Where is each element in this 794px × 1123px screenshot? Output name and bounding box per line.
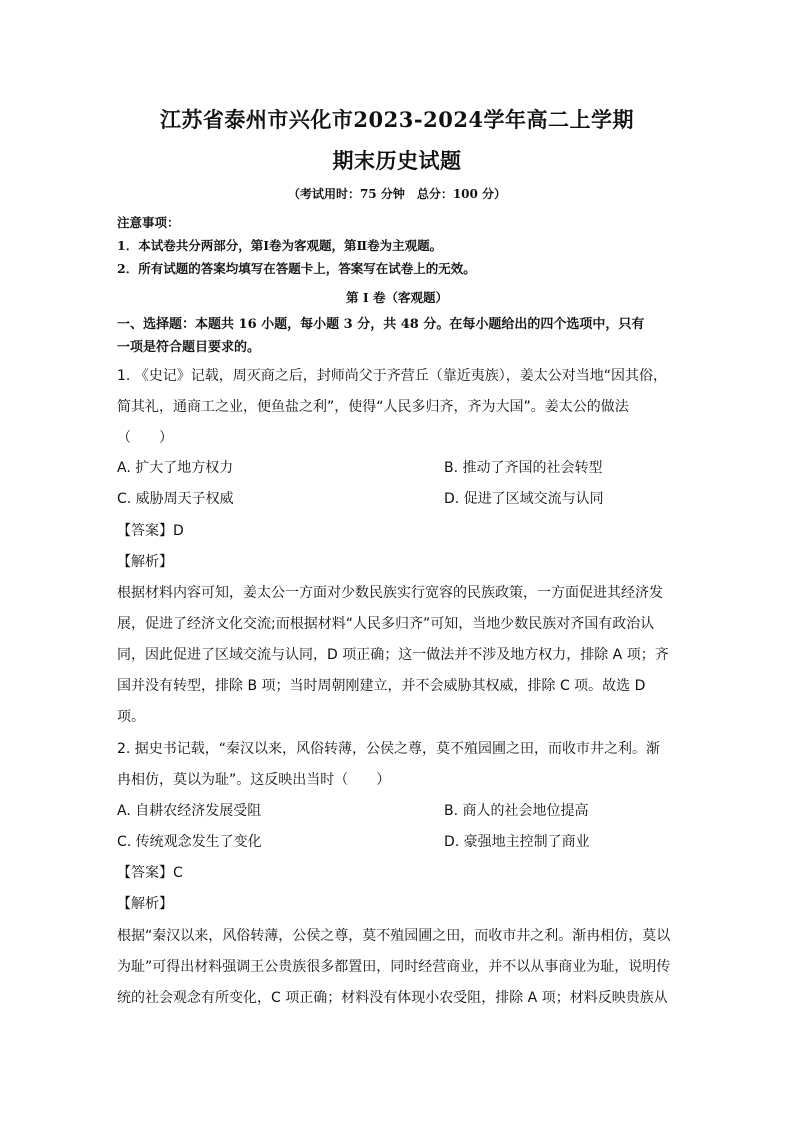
q1-option-a: A. 扩大了地方权力	[117, 460, 234, 476]
q1-option-d: D. 促进了区域交流与认同	[444, 491, 604, 507]
page-subtitle: 期末历史试题	[332, 148, 462, 173]
q1-answer: 【答案】D	[117, 523, 184, 539]
q1-analysis-label: 【解析】	[117, 554, 173, 570]
q2-analysis-line: 统的社会观念有所变化，C 项正确；材料没有体现小农受阻，排除 A 项；材料反映贵族从	[117, 990, 668, 1006]
note-item-1: 1．本试卷共分两部分，第Ⅰ卷为客观题，第Ⅱ卷为主观题。	[117, 238, 443, 253]
q1-analysis-line: 国并没有转型，排除 B 项；当时周朝刚建立，并不会威胁其权威，排除 C 项。故选 D	[117, 678, 646, 694]
q2-option-c: C. 传统观念发生了变化	[117, 834, 262, 850]
q1-option-c: C. 威胁周天子权威	[117, 491, 234, 507]
q2-analysis-label: 【解析】	[117, 896, 173, 912]
q2-stem-line-2: 冉相仿，莫以为耻”。这反映出当时（ ）	[117, 772, 391, 788]
notes-heading: 注意事项：	[117, 215, 180, 230]
part-title: 第 Ⅰ 卷（客观题）	[345, 290, 449, 305]
q1-analysis-line: 项。	[117, 709, 145, 725]
section-instruction-line-1: 一、选择题：本题共 16 小题，每小题 3 分，共 48 分。在每小题给出的四个选项中，只有	[117, 317, 645, 332]
q1-stem-line-3: （ ）	[117, 430, 173, 446]
q1-option-b: B. 推动了齐国的社会转型	[444, 460, 603, 476]
q1-stem-line-1: 1. 《史记》记载，周灭商之后，封师尚父于齐营丘（靠近夷族），姜太公对当地“因其俗，	[117, 368, 668, 384]
q1-stem-line-2: 简其礼，通商工之业，便鱼盐之利”，使得“人民多归齐，齐为大国”。姜太公的做法	[117, 399, 629, 415]
q2-analysis-line: 根据“秦汉以来，风俗转薄，公侯之尊，莫不殖园圃之田，而收市井之利。渐冉相仿，莫以	[117, 928, 671, 944]
q1-analysis-line: 展，促进了经济文化交流;而根据材料“人民多归齐”可知，当地少数民族对齐国有政治认	[117, 616, 655, 632]
q2-analysis-line: 为耻”可得出材料强调王公贵族很多都置田，同时经营商业，并不以从事商业为耻，说明传	[117, 959, 671, 975]
page-title: 江苏省泰州市兴化市2023-2024学年高二上学期	[159, 107, 635, 132]
exam-info: （考试用时：75 分钟 总分：100 分）	[287, 187, 507, 201]
q2-option-a: A. 自耕农经济发展受阻	[117, 803, 262, 819]
q2-option-b: B. 商人的社会地位提高	[444, 803, 589, 819]
note-item-2: 2．所有试题的答案均填写在答题卡上，答案写在试卷上的无效。	[117, 261, 476, 276]
q1-analysis-line: 根据材料内容可知，姜太公一方面对少数民族实行宽容的民族政策，一方面促进其经济发	[117, 585, 663, 601]
q2-option-d: D. 豪强地主控制了商业	[444, 834, 590, 850]
q1-analysis-line: 同，因此促进了区域交流与认同，D 项正确；这一做法并不涉及地方权力，排除 A 项；齐	[117, 647, 669, 663]
section-instruction-line-2: 一项是符合题目要求的。	[117, 340, 261, 355]
q2-answer: 【答案】C	[117, 865, 183, 881]
q2-stem-line-1: 2. 据史书记载，“秦汉以来，风俗转薄，公侯之尊，莫不殖园圃之田，而收市井之利。渐	[117, 741, 661, 757]
